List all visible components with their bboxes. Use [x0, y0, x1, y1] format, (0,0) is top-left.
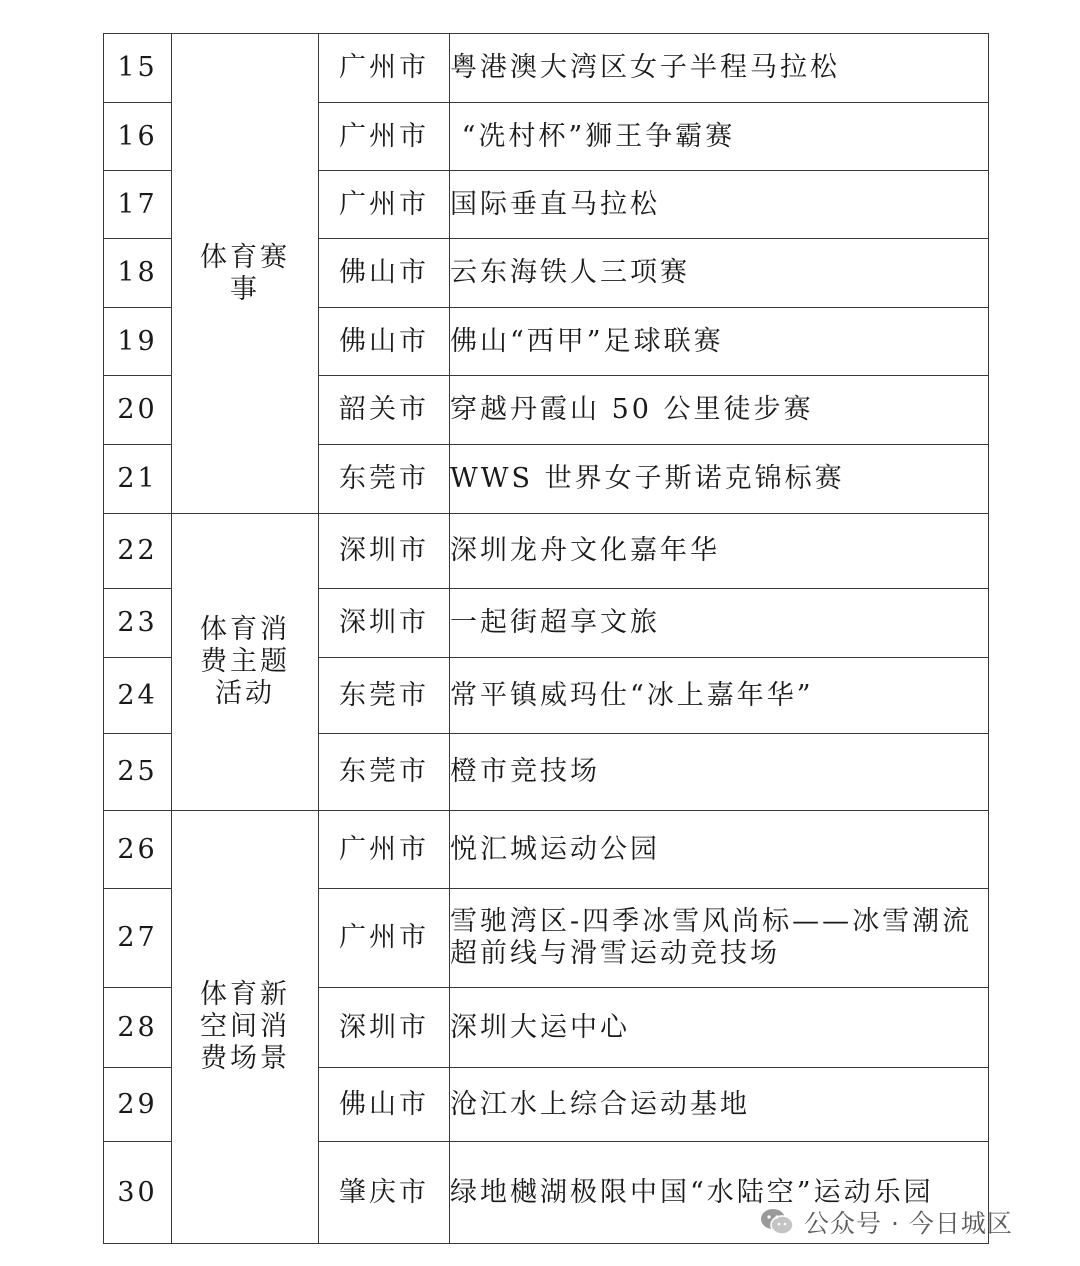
event-name-cell: 悦汇城运动公园: [450, 811, 989, 889]
city-cell: 东莞市: [319, 658, 450, 734]
row-number: 26: [104, 811, 172, 889]
event-name-cell: 粤港澳大湾区女子半程马拉松: [450, 34, 989, 103]
watermark-text: 公众号 · 今日城区: [804, 1209, 1013, 1238]
city-cell: 深圳市: [319, 988, 450, 1068]
event-name-cell: WWS 世界女子斯诺克锦标赛: [450, 445, 989, 514]
city-cell: 佛山市: [319, 1068, 450, 1142]
row-number: 25: [104, 734, 172, 811]
city-cell: 广州市: [319, 34, 450, 103]
category-cell: [172, 514, 319, 811]
event-name-cell: 橙市竞技场: [450, 734, 989, 811]
category-cell: [172, 811, 319, 1244]
event-name-cell: 国际垂直马拉松: [450, 171, 989, 239]
event-name-cell: 深圳龙舟文化嘉年华: [450, 514, 989, 589]
row-number: 30: [104, 1142, 172, 1244]
row-number: 16: [104, 103, 172, 171]
watermark: [760, 1200, 1060, 1244]
category-label: 体育新空间消费场景: [200, 979, 290, 1074]
city-cell: 广州市: [319, 811, 450, 889]
row-number: 24: [104, 658, 172, 734]
event-name-cell: 深圳大运中心: [450, 988, 989, 1068]
row-number: 22: [104, 514, 172, 589]
city-cell: 佛山市: [319, 308, 450, 376]
category-label: 体育赛事: [200, 241, 290, 305]
event-name-cell: 沧江水上综合运动基地: [450, 1068, 989, 1142]
city-cell: 广州市: [319, 171, 450, 239]
wechat-icon: [760, 1207, 794, 1237]
row-number: 29: [104, 1068, 172, 1142]
city-cell: 广州市: [319, 103, 450, 171]
city-cell: 深圳市: [319, 589, 450, 658]
row-number: 17: [104, 171, 172, 239]
row-number: 23: [104, 589, 172, 658]
event-name-cell: 绿地樾湖极限中国“水陆空”运动乐园: [450, 1142, 989, 1244]
event-name-cell: 雪驰湾区-四季冰雪风尚标——冰雪潮流超前线与滑雪运动竞技场: [450, 889, 989, 988]
table-row: [104, 514, 989, 589]
city-cell: 韶关市: [319, 376, 450, 445]
event-name-cell: 佛山“西甲”足球联赛: [450, 308, 989, 376]
city-cell: 深圳市: [319, 514, 450, 589]
category-cell: [172, 34, 319, 514]
city-cell: 东莞市: [319, 445, 450, 514]
row-number: 28: [104, 988, 172, 1068]
table-row: [104, 811, 989, 889]
category-label: 体育消费主题活动: [200, 614, 290, 709]
city-cell: 肇庆市: [319, 1142, 450, 1244]
row-number: 15: [104, 34, 172, 103]
event-name-cell: 一起街超享文旅: [450, 589, 989, 658]
event-name-cell: 云东海铁人三项赛: [450, 239, 989, 308]
row-number: 18: [104, 239, 172, 308]
city-cell: 广州市: [319, 889, 450, 988]
row-number: 27: [104, 889, 172, 988]
row-number: 21: [104, 445, 172, 514]
table-row: [104, 34, 989, 103]
event-name-cell: 穿越丹霞山 50 公里徒步赛: [450, 376, 989, 445]
row-number: 19: [104, 308, 172, 376]
city-cell: 东莞市: [319, 734, 450, 811]
event-table: [103, 33, 989, 1244]
event-name-cell: 常平镇威玛仕“冰上嘉年华”: [450, 658, 989, 734]
row-number: 20: [104, 376, 172, 445]
event-name-cell: “冼村杯”狮王争霸赛: [450, 103, 989, 171]
city-cell: 佛山市: [319, 239, 450, 308]
